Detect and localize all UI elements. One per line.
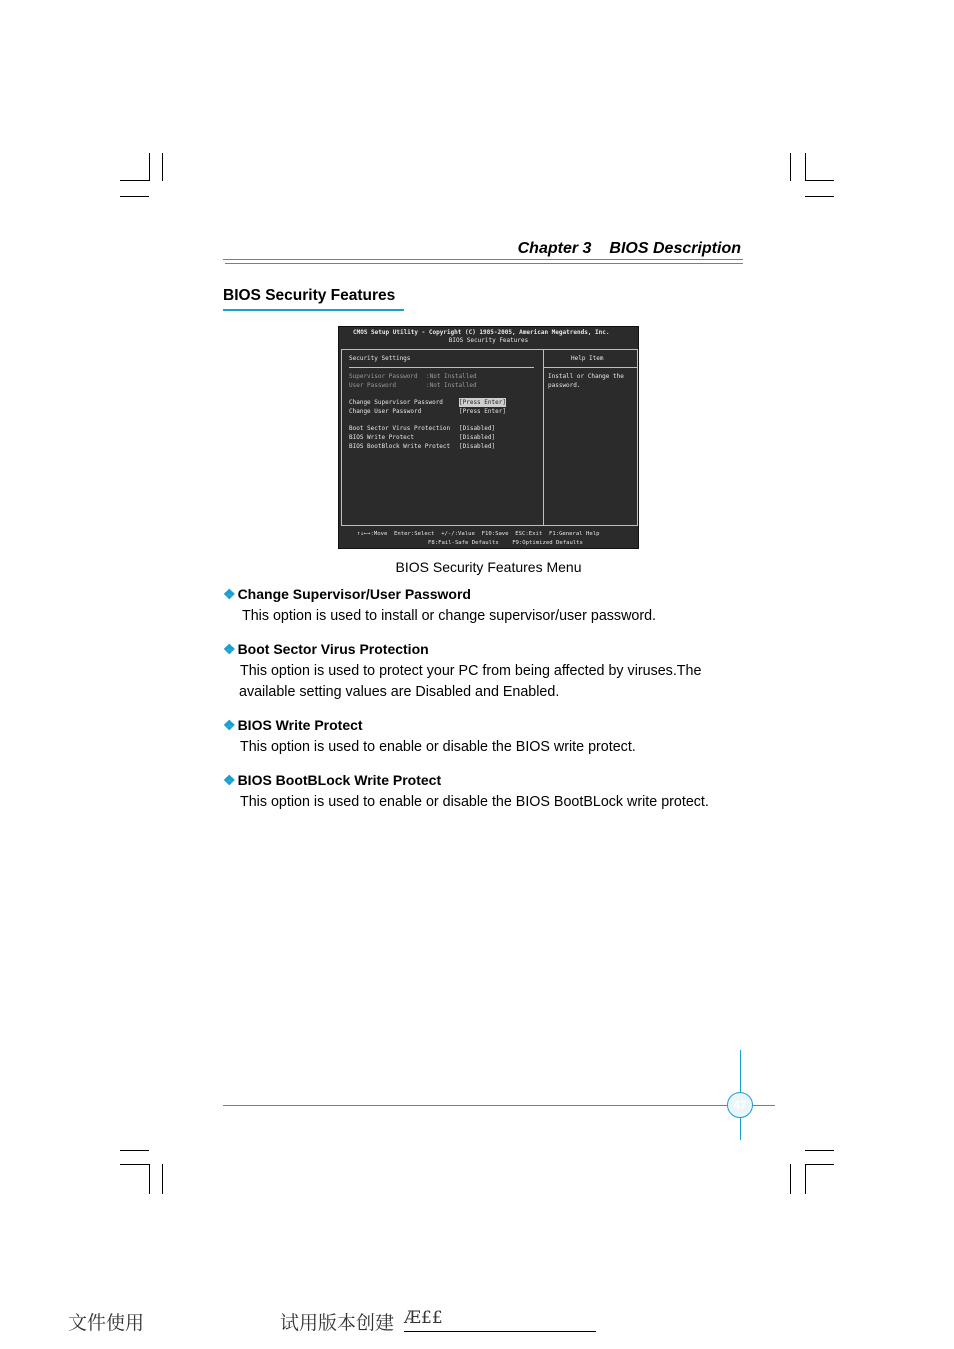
crop-mark: [790, 153, 791, 181]
section-title-underline: [223, 309, 404, 311]
bullet-icon: ❖: [223, 717, 236, 733]
page-number: 47: [727, 1092, 753, 1118]
crop-mark: [805, 1150, 834, 1151]
crop-mark: [162, 153, 163, 181]
crop-mark: [790, 1164, 791, 1194]
crop-mark: [120, 1150, 149, 1151]
bios-help-line1: Install or Change the: [548, 373, 624, 380]
bios-rule: [544, 367, 637, 368]
chapter-label: Chapter 3: [517, 240, 592, 257]
bios-user-label: User Password: [349, 382, 396, 389]
item-title: ❖ Boot Sector Virus Protection: [223, 641, 429, 657]
bios-title-line1: CMOS Setup Utility - Copyright (C) 1985-2005, American Megatrends, Inc.: [353, 329, 610, 336]
crop-mark: [120, 196, 149, 197]
bios-change-user-label: Change User Password: [349, 408, 422, 415]
crop-mark: [149, 153, 150, 181]
item-description: This option is used to enable or disable the BIOS BootBLock write protect.: [240, 794, 709, 810]
item-title: ❖ BIOS BootBLock Write Protect: [223, 772, 442, 788]
bios-screen: [338, 326, 639, 549]
item-title: ❖ Change Supervisor/User Password: [223, 586, 471, 602]
item-description: This option is used to protect your PC from being affected by viruses.The: [240, 663, 702, 679]
bios-user-value: :Not Installed: [426, 382, 477, 389]
crop-mark: [149, 1164, 150, 1194]
item-title: ❖ BIOS Write Protect: [223, 717, 363, 733]
bios-bootblock-value: [Disabled]: [459, 443, 496, 450]
item-description: This option is used to install or change supervisor/user password.: [242, 608, 657, 624]
watermark-underline: [404, 1331, 596, 1332]
bios-left-heading: Security Settings: [349, 355, 411, 362]
bios-boot-sector-label: Boot Sector Virus Protection: [349, 425, 451, 432]
chapter-title: BIOS Description: [609, 240, 741, 257]
header-rule: [223, 259, 743, 260]
watermark-tail: Æ££: [404, 1308, 443, 1328]
header-rule: [225, 263, 743, 264]
watermark-left: 文件使用: [68, 1312, 145, 1334]
crop-mark: [805, 1164, 806, 1194]
bullet-icon: ❖: [223, 641, 236, 657]
item-description: available setting values are Disabled and Enabled.: [239, 684, 560, 700]
bios-footer-line1: ↑↓←→:Move Enter:Select +/-/:Value F10:Save ESC:Exit F1:General Help: [357, 531, 600, 537]
bullet-icon: ❖: [223, 772, 236, 788]
bios-change-user-value: [Press Enter]: [459, 408, 506, 415]
crop-mark: [805, 196, 834, 197]
bios-boot-sector-value: [Disabled]: [459, 425, 496, 432]
crop-mark: [805, 153, 806, 181]
bios-supervisor-label: Supervisor Password: [349, 373, 418, 380]
bios-title-line2: BIOS Security Features: [448, 337, 529, 344]
bios-change-supervisor-label: Change Supervisor Password: [349, 399, 443, 406]
bios-footer-line2: F8:Fail-Safe Defaults F9:Optimized Defaults: [428, 540, 583, 546]
bios-change-supervisor-value: [Press Enter]: [459, 399, 506, 406]
item-description: This option is used to enable or disable the BIOS write protect.: [240, 739, 636, 755]
bios-rule: [349, 367, 534, 368]
footer-rule: [223, 1105, 775, 1106]
section-title: BIOS Security Features: [223, 287, 396, 304]
bios-write-protect-label: BIOS Write Protect: [349, 434, 415, 441]
bios-bootblock-label: BIOS BootBlock Write Protect: [349, 443, 451, 450]
crop-mark: [120, 1164, 149, 1165]
bios-help-line2: password.: [548, 382, 581, 389]
figure-caption: BIOS Security Features Menu: [395, 559, 582, 575]
crop-mark: [805, 180, 834, 181]
crop-mark: [805, 1164, 834, 1165]
crop-mark: [162, 1164, 163, 1194]
bios-divider: [543, 349, 544, 525]
watermark-right: 试用版本创建: [280, 1312, 395, 1334]
crop-mark: [120, 180, 149, 181]
bios-write-protect-value: [Disabled]: [459, 434, 496, 441]
bullet-icon: ❖: [223, 586, 236, 602]
running-header: [500, 240, 741, 258]
bios-supervisor-value: :Not Installed: [426, 373, 477, 380]
bios-help-heading: Help Item: [571, 355, 604, 362]
